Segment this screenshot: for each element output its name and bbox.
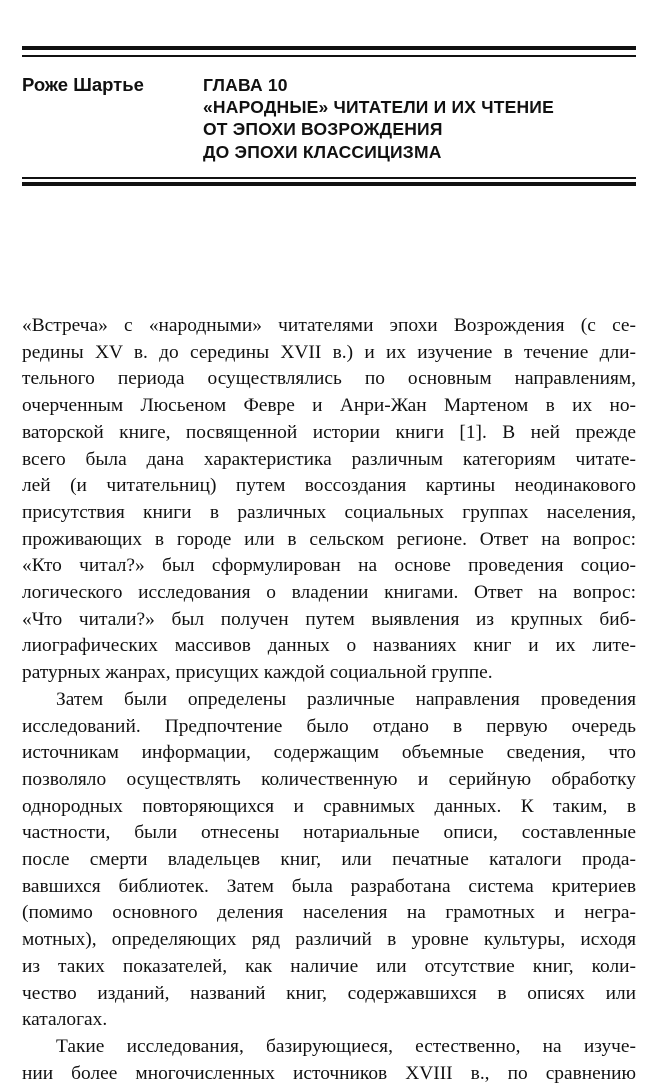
paragraph — [22, 687, 636, 1034]
paragraph — [22, 1034, 636, 1087]
header-top-rule-thick — [22, 46, 636, 50]
text-line: ратурных жанрах, присущих каждой социальной группе. — [22, 662, 493, 684]
text-line: «Встреча» с «народными» читателями эпохи Возрождения (с се- — [22, 315, 636, 336]
text-line: Затем были определены различные направления проведения — [56, 688, 636, 710]
body-text — [22, 313, 636, 1087]
text-line: лиографических массивов данных о названиях книг и их лите- — [22, 635, 636, 657]
author-name: Роже Шартье — [22, 74, 144, 95]
text-line: частности, были отнесены нотариальные описи, составленные — [22, 822, 636, 844]
text-line: из таких показателей, как наличие или отсутствие книг, коли- — [22, 955, 636, 977]
text-line: очерченным Люсьеном Февре и Анри-Жан Мартеном в их но- — [22, 395, 636, 417]
text-line: (помимо основного деления населения на грамотных и негра- — [22, 902, 636, 924]
header-bottom-rule-thin — [22, 177, 636, 179]
text-line: «Что читали?» был получен путем выявления из крупных биб- — [22, 608, 636, 630]
text-line: каталогах. — [22, 1009, 108, 1031]
text-line: нии более многочисленных источников XVIII в., по сравнению — [22, 1062, 636, 1084]
text-line: лей (и читательниц) путем воссоздания картины неодинакового — [22, 475, 636, 497]
text-line: вавшихся библиотек. Затем была разработана система критериев — [22, 875, 636, 897]
header-top-rule-thin — [22, 55, 636, 57]
paragraph — [22, 313, 636, 687]
chapter-title-line: «НАРОДНЫЕ» ЧИТАТЕЛИ И ИХ ЧТЕНИЕ — [203, 97, 554, 118]
text-line: исследований. Предпочтение было отдано в первую очередь — [22, 715, 636, 737]
text-line: тельного периода осуществлялись по основным направлениям, — [22, 368, 636, 390]
chapter-title-line: ОТ ЭПОХИ ВОЗРОЖДЕНИЯ — [203, 119, 443, 140]
text-line: чество изданий, названий книг, содержавшихся в описях или — [22, 982, 636, 1004]
text-line: «Кто читал?» был сформулирован на основе проведения социо- — [22, 555, 636, 577]
text-line: логического исследования о владении книгами. Ответ на вопрос: — [22, 582, 636, 604]
chapter-title-line: ДО ЭПОХИ КЛАССИЦИЗМА — [203, 141, 442, 162]
chapter-title — [203, 74, 554, 163]
text-line: мотных), определяющих ряд различий в уровне культуры, исходя — [22, 929, 636, 951]
text-line: позволяло осуществлять количественную и серийную обработку — [22, 768, 636, 790]
text-line: ваторской книге, посвященной истории книги [1]. В ней прежде — [22, 421, 636, 443]
text-line: редины XV в. до середины XVII в.) и их изучение в течение дли- — [22, 341, 636, 363]
header-bottom-rule-thick — [22, 182, 636, 186]
text-line: всего была дана характеристика различным категориям читате- — [22, 448, 636, 470]
text-line: источникам информации, содержащим объемные сведения, что — [22, 742, 636, 764]
text-line: однородных повторяющихся и сравнимых данных. К таким, в — [22, 795, 636, 817]
text-line: Такие исследования, базирующиеся, естественно, на изуче- — [56, 1035, 636, 1057]
chapter-number: ГЛАВА 10 — [203, 75, 288, 95]
text-line: после смерти владельцев книг, или печатные каталоги прода- — [22, 849, 636, 871]
text-line: присутствия книги в различных социальных группах населения, — [22, 501, 636, 523]
text-line: проживающих в городе или в сельском регионе. Ответ на вопрос: — [22, 528, 636, 550]
